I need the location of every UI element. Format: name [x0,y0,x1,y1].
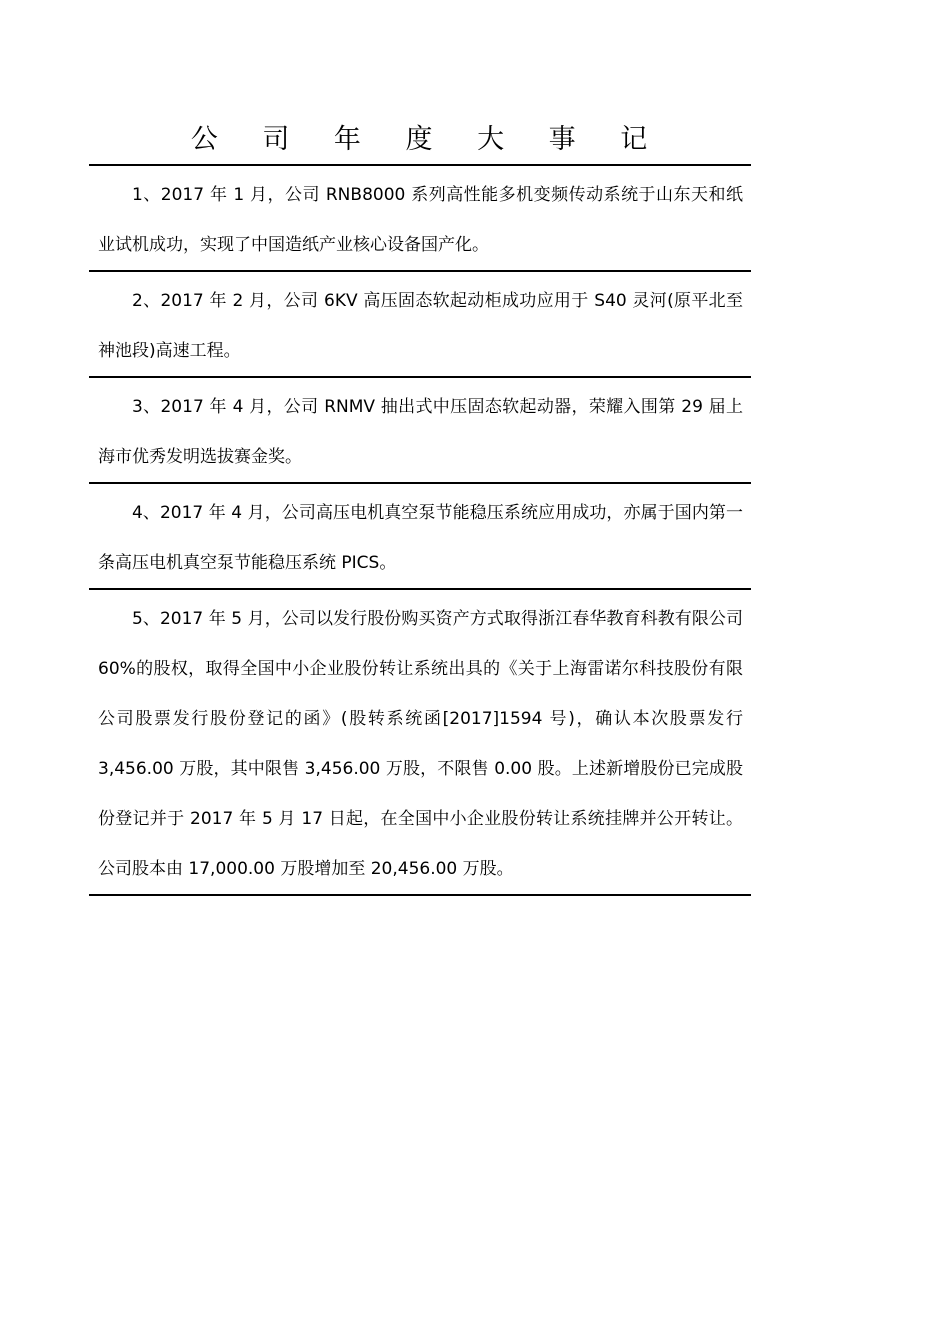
event-text: 3、2017 年 4 月，公司 RNMV 抽出式中压固态软起动器，荣耀入围第 29 届上海市优秀发明选拔赛金奖。 [98,397,743,467]
event-item-5 [89,590,751,896]
page-title: 公 司 年 度 大 事 记 [190,124,666,155]
event-text: 1、2017 年 1 月，公司 RNB8000 系列高性能多机变频传动系统于山东天和纸业试机成功，实现了中国造纸产业核心设备国产化。 [98,185,743,255]
event-item-3 [89,378,751,484]
event-text: 5、2017 年 5 月，公司以发行股份购买资产方式取得浙江春华教育科教有限公司 60%的股权，取得全国中小企业股份转让系统出具的《关于上海雷诺尔科技股份有限公司股票发行股份登记的函》(股转系统函[2017]1594 号)，确认本次股票发行 3,456.00 万股，其中限售 3,456.00 万股，不限售 0.00 股。上述新增股份已完成股份登记并于 2017 年 5 月 17 日起，在全国中小企业股份转让系统挂牌并公开转让。公司股本由 17,000.00 万股增加至 20,456.00 万股。 [98,609,743,879]
event-item-1 [89,166,751,272]
event-text: 4、2017 年 4 月，公司高压电机真空泵节能稳压系统应用成功，亦属于国内第一条高压电机真空泵节能稳压系统 PICS。 [98,503,743,573]
event-text: 2、2017 年 2 月，公司 6KV 高压固态软起动柜成功应用于 S40 灵河(原平北至神池段)高速工程。 [98,291,743,361]
event-item-2 [89,272,751,378]
events-list [89,164,751,896]
event-item-4 [89,484,751,590]
